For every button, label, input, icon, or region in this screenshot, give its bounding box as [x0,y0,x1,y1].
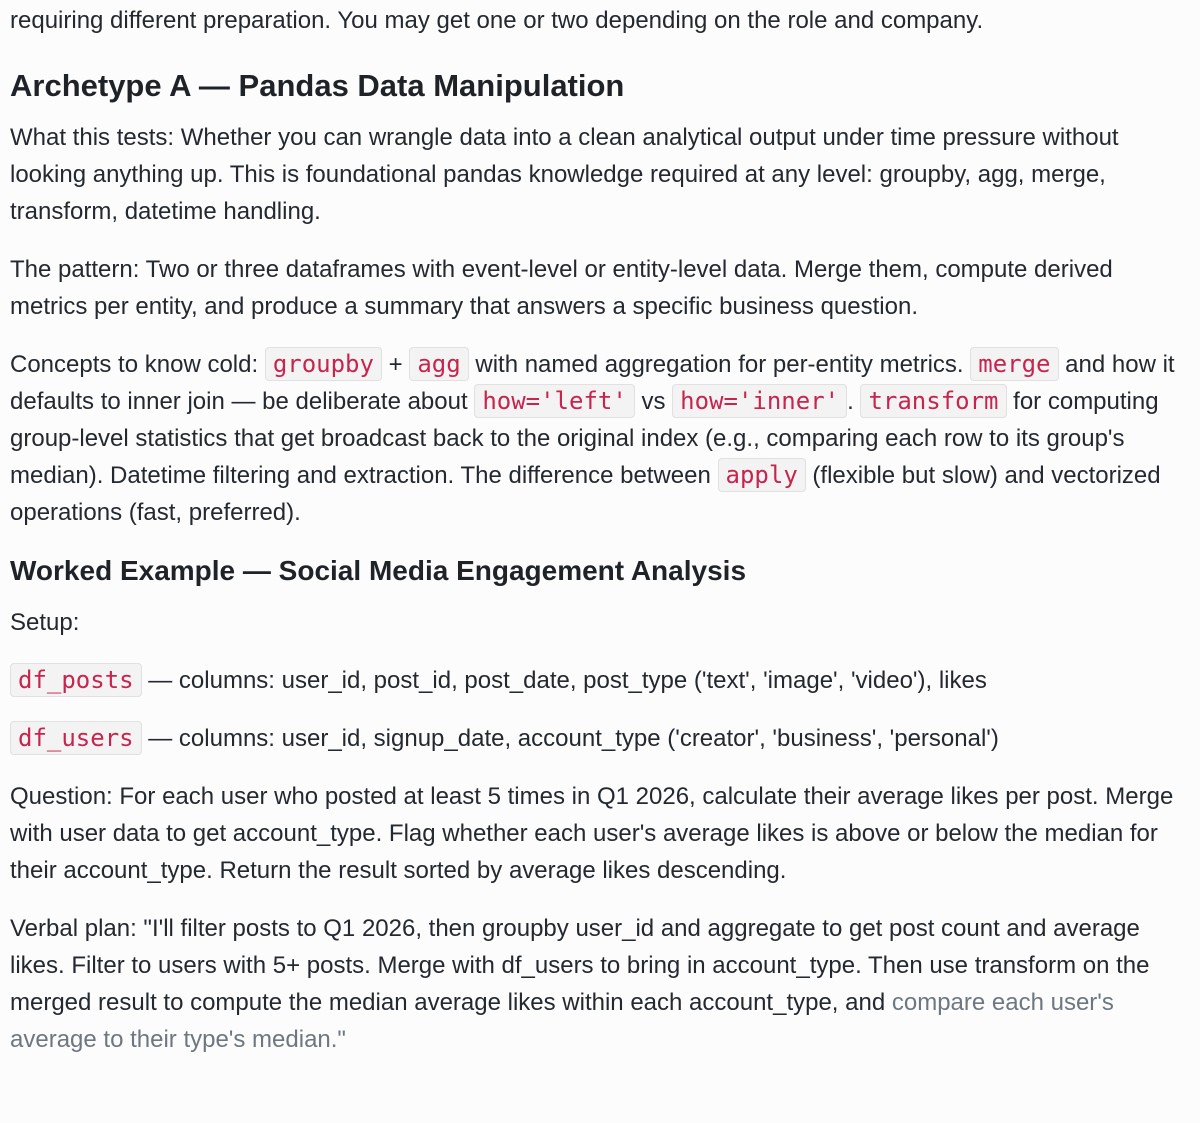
concepts-paragraph [10,346,1190,531]
code-merge: merge [970,347,1058,381]
article-content [0,2,1200,1058]
code-df-users: df_users [10,721,142,755]
what-this-tests-paragraph: What this tests: Whether you can wrangle data into a clean analytical output under time pressure without looking anything up. This is foundational pandas knowledge required at any level: groupby, agg, merge, transform, datetime handling. [10,124,1119,225]
code-df-posts: df_posts [10,663,142,697]
code-transform: transform [860,384,1006,418]
code-groupby: groupby [265,347,382,381]
verbal-plan-paragraph [10,910,1190,1058]
code-agg: agg [409,347,468,381]
df-posts-description [10,662,1190,699]
setup-label: Setup: [10,609,80,636]
df-posts-columns: — columns: user_id, post_id, post_date, post_type ('text', 'image', 'video'), likes [141,667,987,694]
df-users-description [10,720,1190,757]
code-how-left: how='left' [474,384,635,418]
concepts-text: vs [634,388,673,415]
concepts-text: for computing group-level statistics that get broadcast back to the original index (e.g., comparing each row to its group's median). Datetime filtering and extraction. The difference between [10,388,1159,489]
question-paragraph: Question: For each user who posted at least 5 times in Q1 2026, calculate their average likes per post. Merge with user data to get account_type. Flag whether each user's average likes is above or below the median for their account_type. Return the result sorted by average likes descending. [10,783,1174,884]
concepts-text: (flexible but slow) and vectorized operations (fast, preferred). [10,462,1161,526]
section-heading-archetype-a: Archetype A — Pandas Data Manipulation [10,68,625,103]
concepts-text: and how it defaults to inner join — be deliberate about [10,351,1175,415]
code-apply: apply [718,458,806,492]
code-how-inner: how='inner' [672,384,847,418]
section-heading-worked-example: Worked Example — Social Media Engagement Analysis [10,555,747,586]
df-users-columns: — columns: user_id, signup_date, account_type ('creator', 'business', 'personal') [141,725,999,752]
verbal-plan-faded-text: compare each user's average to their type's median." [10,989,1114,1053]
verbal-plan-text: Verbal plan: "I'll filter posts to Q1 2026, then groupby user_id and aggregate to get post count and average likes. Filter to users with 5+ posts. Merge with df_users to bring in account_type. Then use transform on the merged result to compute the median average likes within each account_type, and [10,915,1150,1016]
pattern-paragraph: The pattern: Two or three dataframes with event-level or entity-level data. Merge them, compute derived metrics per entity, and produce a summary that answers a specific business question. [10,256,1113,320]
concepts-text: with named aggregation for per-entity metrics. [468,351,971,378]
concepts-text: Concepts to know cold: [10,351,265,378]
concepts-text: . [847,388,861,415]
intro-paragraph: requiring different preparation. You may get one or two depending on the role and company. [10,7,984,34]
concepts-text: + [381,351,410,378]
